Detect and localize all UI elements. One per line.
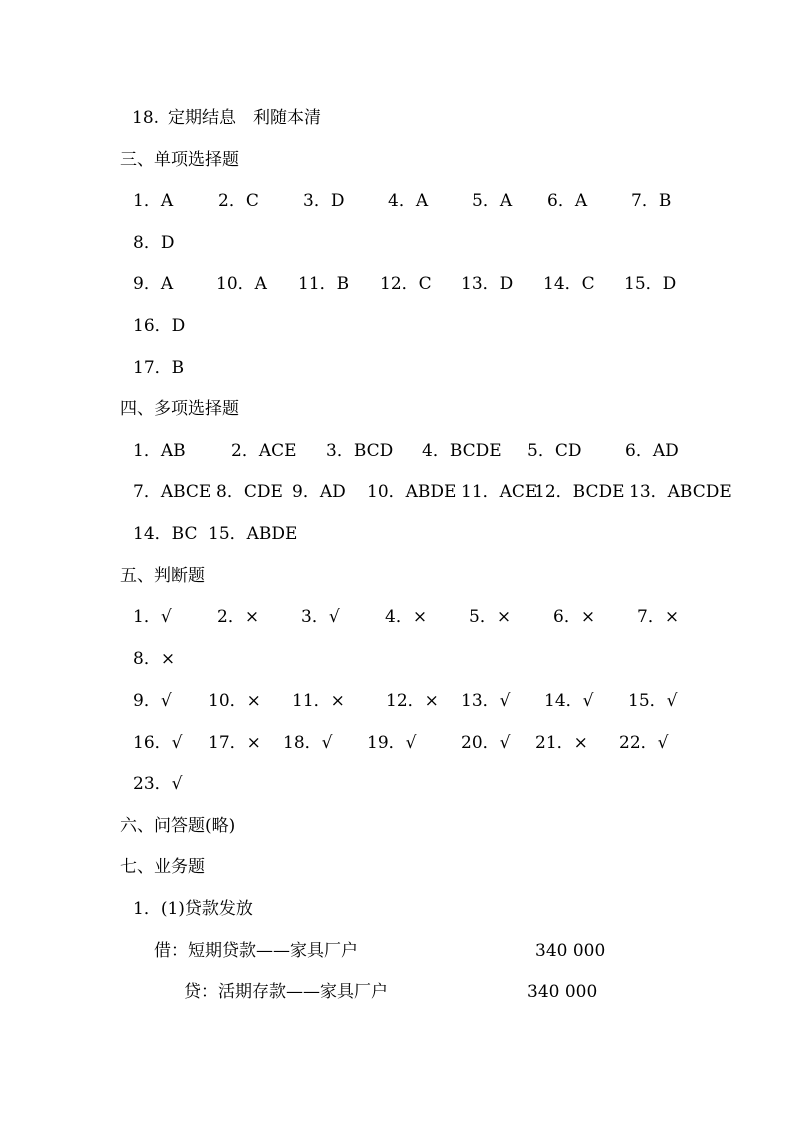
answer-item: 6．AD: [625, 441, 679, 461]
heading-text: 七、业务题: [120, 857, 205, 877]
answer-item: 20．√: [461, 733, 511, 753]
answer-item: 15．√: [628, 691, 678, 711]
answer-item: 16．√: [133, 733, 183, 753]
answer-item: 1．A: [133, 191, 174, 211]
answer-item: 14．C: [543, 274, 595, 294]
answer-item: 9．AD: [292, 482, 346, 502]
answer-item: 16．D: [133, 316, 186, 336]
answer-item: 17．B: [133, 358, 185, 378]
answer-item: 13．D: [461, 274, 514, 294]
answer-item: 14．BC: [133, 524, 198, 544]
answer-item: 12．C: [380, 274, 432, 294]
heading-text: 三、单项选择题: [120, 150, 239, 170]
heading-text: 五、判断题: [120, 566, 205, 586]
answer-item: 7．×: [637, 607, 680, 627]
answer-item: 11．B: [298, 274, 350, 294]
answer-item: 4．BCDE: [422, 441, 502, 461]
answer-item: 18．√: [283, 733, 333, 753]
answer-item: 2．×: [217, 607, 260, 627]
answer-item: 7．ABCE: [133, 482, 212, 502]
answer-item: 17．×: [208, 733, 261, 753]
answer-item: 4．×: [385, 607, 428, 627]
answer-item: 1．AB: [133, 441, 186, 461]
answer-item: 14．√: [544, 691, 594, 711]
answer-item: 23．√: [133, 774, 183, 794]
heading-text: 四、多项选择题: [120, 399, 239, 419]
question-title: 1．(1)贷款发放: [133, 899, 253, 919]
debit-amount: 340 000: [535, 941, 606, 961]
answer-item: 4．A: [388, 191, 429, 211]
answer-item: 22．√: [619, 733, 669, 753]
answer-item: 3．√: [301, 607, 340, 627]
answer-item: 1．√: [133, 607, 172, 627]
answer-item: 6．×: [553, 607, 596, 627]
credit-amount: 340 000: [527, 982, 598, 1002]
answer-item: 13．√: [461, 691, 511, 711]
answer-item: 9．√: [133, 691, 172, 711]
answer-item: 12．BCDE: [534, 482, 625, 502]
answer-item: 10．ABDE: [367, 482, 457, 502]
answer-item: 2．ACE: [231, 441, 297, 461]
answer-item: 7．B: [631, 191, 672, 211]
answer-item: 10．A: [216, 274, 267, 294]
answer-item: 8．×: [133, 649, 176, 669]
answer-item: 6．A: [547, 191, 588, 211]
debit-label: 借：短期贷款——家具厂户: [154, 941, 358, 961]
answer-item: 2．C: [218, 191, 259, 211]
answer-item: 9．A: [133, 274, 174, 294]
answer-item: 5．×: [469, 607, 512, 627]
answer-item: 13．ABCDE: [629, 482, 732, 502]
heading-text: 六、问答题(略): [120, 816, 236, 836]
answer-item: 21．×: [535, 733, 588, 753]
credit-label: 贷：活期存款——家具厂户: [184, 982, 388, 1002]
answer-item: 11．×: [292, 691, 345, 711]
answer-item: 12．×: [386, 691, 439, 711]
answer-item: 19．√: [367, 733, 417, 753]
item-answer: 定期结息 利随本清: [168, 108, 321, 128]
answer-item: 15．ABDE: [208, 524, 298, 544]
answer-item: 15．D: [624, 274, 677, 294]
answer-item: 5．A: [472, 191, 513, 211]
answer-item: 8．CDE: [216, 482, 283, 502]
answer-item: 8．D: [133, 233, 175, 253]
item-number: 18.: [132, 108, 160, 128]
answer-item: 3．D: [303, 191, 345, 211]
answer-item: 3．BCD: [326, 441, 394, 461]
answer-item: 11．ACE: [461, 482, 538, 502]
answer-item: 5．CD: [527, 441, 582, 461]
answer-item: 10．×: [208, 691, 261, 711]
